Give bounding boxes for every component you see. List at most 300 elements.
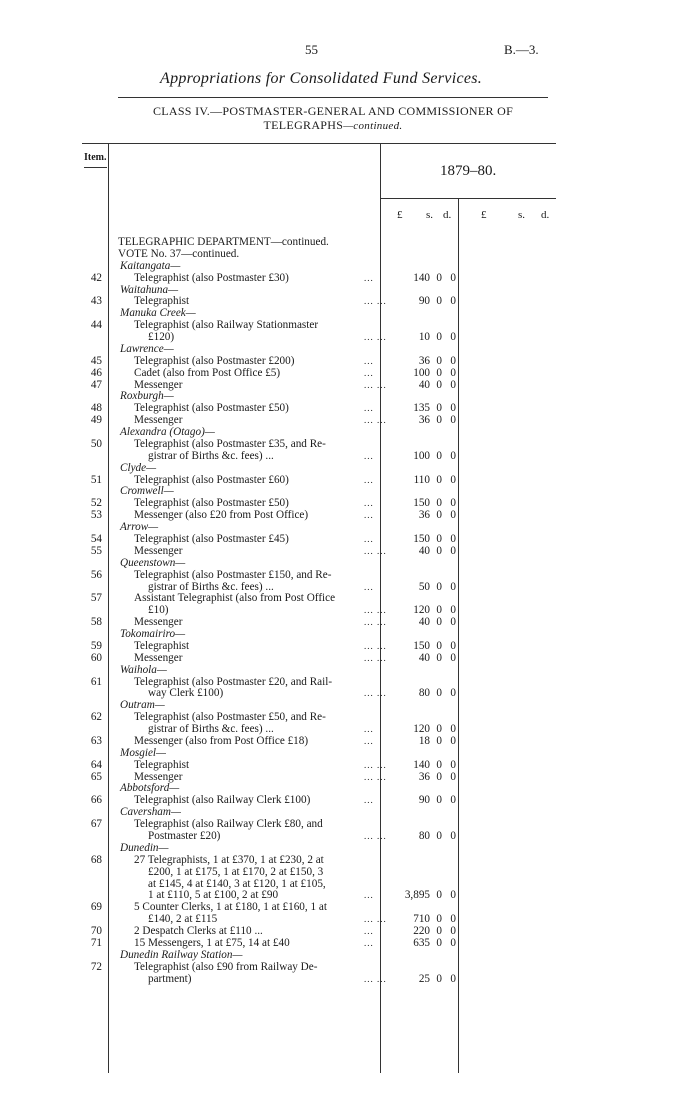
row-description: Cadet (also from Post Office £5) xyxy=(134,366,281,379)
row-description: Arrow— xyxy=(120,521,159,534)
table-row xyxy=(0,402,700,414)
table-row xyxy=(0,901,700,913)
leader-dots: ... xyxy=(364,367,374,378)
amount-pence: 0 xyxy=(450,544,456,557)
row-description: Telegraphist (also Postmaster £200) xyxy=(134,354,295,367)
item-number: 63 xyxy=(90,734,102,747)
table-row xyxy=(0,889,700,901)
amount-shillings: 0 xyxy=(436,449,442,462)
leader-dots: ... xyxy=(364,937,374,948)
item-number: 60 xyxy=(90,651,102,664)
amount-pence: 0 xyxy=(450,770,456,783)
amount-pounds: 135 xyxy=(413,402,430,415)
row-description: Telegraphist (also Postmaster £50) xyxy=(134,402,289,415)
item-number: 70 xyxy=(90,925,102,938)
pence-heading-2: d. xyxy=(541,209,550,221)
item-number: 55 xyxy=(90,544,102,557)
amount-pounds: 90 xyxy=(418,794,430,807)
item-number: 64 xyxy=(90,758,102,771)
amount-pence: 0 xyxy=(450,378,456,391)
leader-dots: ... xyxy=(364,498,374,509)
table-row xyxy=(0,604,700,616)
row-description: VOTE No. 37—continued. xyxy=(118,247,240,260)
amount-pence: 0 xyxy=(450,509,456,522)
row-description: at £145, 4 at £140, 3 at £120, 1 at £105, xyxy=(148,877,326,890)
table-row xyxy=(0,652,700,664)
leader-dots: ... ... xyxy=(364,332,387,343)
header-rule xyxy=(118,97,548,98)
item-number: 56 xyxy=(90,568,102,581)
row-description: Outram— xyxy=(120,699,165,712)
row-description: Messenger (also from Post Office £18) xyxy=(134,734,309,747)
amount-pounds: 150 xyxy=(413,533,430,545)
page-number: 55 xyxy=(305,42,318,57)
item-number: 57 xyxy=(90,592,102,605)
leader-dots: ... ... xyxy=(364,617,387,628)
amount-pence: 0 xyxy=(450,604,456,617)
amount-pounds: 120 xyxy=(413,723,430,736)
leader-dots: ... ... xyxy=(364,973,387,984)
row-description: £120) xyxy=(148,331,175,344)
leader-dots: ... xyxy=(364,795,374,806)
amount-pounds: 140 xyxy=(413,271,430,284)
amount-shillings: 0 xyxy=(436,830,442,842)
row-description: Telegraphist (also Postmaster £35, and Re- xyxy=(134,437,326,450)
item-number: 53 xyxy=(90,509,102,522)
table-row xyxy=(0,497,700,509)
table-row xyxy=(0,759,700,771)
item-number: 68 xyxy=(90,853,102,866)
amount-pence: 0 xyxy=(450,497,456,510)
item-number: 47 xyxy=(90,378,102,391)
item-number: 72 xyxy=(90,960,102,973)
table-row xyxy=(0,723,700,735)
row-description: Telegraphist (also Railway Clerk £80, and xyxy=(134,818,323,831)
table-row xyxy=(0,854,700,866)
amount-pence: 0 xyxy=(450,402,456,415)
row-description: Clyde— xyxy=(120,461,157,474)
amount-pounds: 25 xyxy=(418,972,430,985)
amount-shillings: 0 xyxy=(436,295,442,308)
row-description: Telegraphist (also Postmaster £20, and Rail- xyxy=(134,675,333,688)
amount-pence: 0 xyxy=(450,354,456,367)
amount-shillings: 0 xyxy=(436,331,442,344)
table-row xyxy=(0,557,700,569)
row-description: Dunedin Railway Station— xyxy=(120,948,243,961)
leader-dots: ... ... xyxy=(364,605,387,616)
row-description: Manuka Creek— xyxy=(120,307,196,320)
item-number: 66 xyxy=(90,794,102,807)
leader-dots: ... ... xyxy=(364,914,387,925)
row-description: Mosgiel— xyxy=(120,746,166,759)
amount-shillings: 0 xyxy=(436,616,442,629)
leader-dots: ... xyxy=(364,735,374,746)
row-description: 2 Despatch Clerks at £110 ... xyxy=(134,925,263,938)
table-row xyxy=(0,236,700,248)
amount-pounds: 18 xyxy=(418,734,430,747)
table-row xyxy=(0,390,700,402)
amount-shillings: 0 xyxy=(436,604,442,617)
amount-pence: 0 xyxy=(450,913,456,926)
amount-shillings: 0 xyxy=(436,651,442,664)
amount-shillings: 0 xyxy=(436,936,442,949)
table-row xyxy=(0,925,700,937)
table-row xyxy=(0,878,700,890)
row-description: Telegraphist (also Postmaster £50, and Re- xyxy=(134,711,326,724)
amount-shillings: 0 xyxy=(436,354,442,367)
row-description: Telegraphist xyxy=(134,639,190,652)
class-title-line1: CLASS IV.—POSTMASTER-GENERAL AND COMMISSIONER OF xyxy=(152,104,514,118)
amount-shillings: 0 xyxy=(436,378,442,391)
amount-pounds: 40 xyxy=(418,616,430,629)
amount-pounds: 36 xyxy=(418,354,430,367)
row-description: Messenger xyxy=(134,378,183,391)
amount-shillings: 0 xyxy=(436,533,442,545)
amount-shillings: 0 xyxy=(436,639,442,652)
leader-dots: ... xyxy=(364,272,374,283)
table-row xyxy=(0,485,700,497)
leader-dots: ... xyxy=(364,534,374,544)
row-description: Caversham— xyxy=(120,806,181,819)
amount-pounds: 100 xyxy=(413,449,430,462)
table-row xyxy=(0,545,700,557)
amount-pounds: 40 xyxy=(418,544,430,557)
row-description: 1 at £110, 5 at £100, 2 at £90 xyxy=(148,889,279,902)
amount-pence: 0 xyxy=(450,271,456,284)
amount-pounds: 150 xyxy=(413,639,430,652)
row-description: TELEGRAPHIC DEPARTMENT—continued. xyxy=(118,236,329,248)
amount-shillings: 0 xyxy=(436,509,442,522)
leader-dots: ... ... xyxy=(364,415,387,426)
table-row xyxy=(0,307,700,319)
table-row xyxy=(0,616,700,628)
table-row xyxy=(0,771,700,783)
row-description: Alexandra (Otago)— xyxy=(120,426,215,439)
amount-shillings: 0 xyxy=(436,972,442,985)
row-description: gistrar of Births &c. fees) ... xyxy=(148,449,274,462)
row-description: way Clerk £100) xyxy=(148,687,224,700)
amount-shillings: 0 xyxy=(436,889,442,902)
amount-shillings: 0 xyxy=(436,687,442,700)
table-row xyxy=(0,592,700,604)
item-column-heading: Item. xyxy=(84,152,107,163)
amount-shillings: 0 xyxy=(436,271,442,284)
amount-pounds: 635 xyxy=(413,936,430,949)
amount-shillings: 0 xyxy=(436,580,442,593)
table-row xyxy=(0,248,700,260)
leader-dots: ... ... xyxy=(364,688,387,699)
row-description: Telegraphist (also Postmaster £45) xyxy=(134,533,289,545)
table-row xyxy=(0,628,700,640)
amount-shillings: 0 xyxy=(436,794,442,807)
amount-pounds: 36 xyxy=(418,414,430,427)
table-row xyxy=(0,426,700,438)
table-row xyxy=(0,818,700,830)
row-description: Queenstown— xyxy=(120,556,186,569)
class-title-line2 xyxy=(118,118,548,133)
table-row xyxy=(0,260,700,272)
row-description: Kaitangata— xyxy=(120,259,181,272)
table-row xyxy=(0,272,700,284)
amount-pounds: 36 xyxy=(418,509,430,522)
row-description: Messenger xyxy=(134,651,183,664)
amount-pounds: 80 xyxy=(418,830,430,842)
pence-heading: d. xyxy=(443,209,452,221)
amount-pence: 0 xyxy=(450,651,456,664)
leader-dots: ... xyxy=(364,474,374,485)
item-number: 48 xyxy=(90,402,102,415)
table-top-rule xyxy=(82,143,556,144)
item-number: 52 xyxy=(90,497,102,510)
year-heading: 1879–80. xyxy=(440,163,497,179)
row-description: Messenger xyxy=(134,414,183,427)
amount-shillings: 0 xyxy=(436,734,442,747)
pounds-heading: £ xyxy=(397,209,403,221)
row-description: Assistant Telegraphist (also from Post Office xyxy=(134,592,336,605)
row-description: Waihola— xyxy=(120,663,167,676)
pounds-heading-2: £ xyxy=(481,209,487,221)
row-description: Messenger xyxy=(134,770,183,783)
amount-pounds: 40 xyxy=(418,378,430,391)
table-row xyxy=(0,806,700,818)
class-title-continued: —continued. xyxy=(343,120,403,132)
table-row xyxy=(0,842,700,854)
amount-shillings: 0 xyxy=(436,723,442,736)
item-number: 61 xyxy=(90,675,102,688)
amount-shillings: 0 xyxy=(436,366,442,379)
table-row xyxy=(0,961,700,973)
amount-pounds: 50 xyxy=(418,580,430,593)
row-description: 27 Telegraphists, 1 at £370, 1 at £230, 2 at xyxy=(134,853,324,866)
row-description: Messenger xyxy=(134,544,183,557)
table-row xyxy=(0,343,700,355)
table-row xyxy=(0,509,700,521)
item-number: 65 xyxy=(90,770,102,783)
table-row xyxy=(0,521,700,533)
amount-pence: 0 xyxy=(450,889,456,902)
shillings-heading-2: s. xyxy=(518,209,526,221)
table-row xyxy=(0,866,700,878)
table-row xyxy=(0,284,700,296)
row-description: Lawrence— xyxy=(120,342,174,355)
row-description: Messenger (also £20 from Post Office) xyxy=(134,509,309,522)
table-row xyxy=(0,295,700,307)
leader-dots: ... xyxy=(364,403,374,414)
table-row xyxy=(0,462,700,474)
table-row xyxy=(0,450,700,462)
leader-dots: ... ... xyxy=(364,545,387,556)
table-row xyxy=(0,664,700,676)
class-title-text: TELEGRAPHS xyxy=(263,118,344,132)
amount-pence: 0 xyxy=(450,639,456,652)
amount-pounds: 120 xyxy=(413,604,430,617)
leader-dots: ... xyxy=(364,450,374,461)
table-row xyxy=(0,414,700,426)
row-description: Telegraphist (also £90 from Railway De- xyxy=(134,960,318,973)
row-description: gistrar of Births &c. fees) ... xyxy=(148,723,274,736)
amount-pounds: 90 xyxy=(418,295,430,308)
amount-pounds: 40 xyxy=(418,651,430,664)
leader-dots: ... xyxy=(364,926,374,937)
amount-shillings: 0 xyxy=(436,758,442,771)
table-row xyxy=(0,474,700,486)
item-number: 42 xyxy=(90,271,102,284)
table-row xyxy=(0,949,700,961)
table-row xyxy=(0,711,700,723)
row-description: gistrar of Births &c. fees) ... xyxy=(148,580,274,593)
row-description: Tokomairiro— xyxy=(120,628,186,641)
amount-shillings: 0 xyxy=(436,473,442,486)
item-number: 58 xyxy=(90,616,102,629)
amount-pence: 0 xyxy=(450,972,456,985)
amount-pence: 0 xyxy=(450,758,456,771)
row-description: Telegraphist (also Postmaster £50) xyxy=(134,497,289,510)
amount-shillings: 0 xyxy=(436,925,442,938)
leader-dots: ... ... xyxy=(364,771,387,782)
amount-shillings: 0 xyxy=(436,913,442,926)
table-row xyxy=(0,379,700,391)
table-row xyxy=(0,676,700,688)
table-row xyxy=(0,937,700,949)
amount-pence: 0 xyxy=(450,533,456,545)
table-row xyxy=(0,687,700,699)
row-description: Telegraphist (also Postmaster £150, and Re- xyxy=(134,568,332,581)
row-description: Telegraphist (also Postmaster £60) xyxy=(134,473,289,486)
table-row xyxy=(0,699,700,711)
leader-dots: ... xyxy=(364,581,374,592)
row-description: Telegraphist xyxy=(134,295,190,308)
row-description: Dunedin— xyxy=(120,841,169,854)
item-number: 69 xyxy=(90,901,102,914)
row-description: partment) xyxy=(148,972,192,985)
table-row xyxy=(0,438,700,450)
row-description: Telegraphist (also Postmaster £30) xyxy=(134,271,289,284)
leader-dots: ... xyxy=(364,724,374,735)
row-description: Telegraphist (also Railway Stationmaster xyxy=(134,319,319,332)
item-number: 50 xyxy=(90,437,102,450)
table-row xyxy=(0,735,700,747)
table-row xyxy=(0,367,700,379)
amount-pounds: 710 xyxy=(413,913,430,926)
row-description: Messenger xyxy=(134,616,183,629)
table-row xyxy=(0,794,700,806)
year-underline xyxy=(380,198,556,199)
item-number: 59 xyxy=(90,639,102,652)
table-row xyxy=(0,319,700,331)
table-row xyxy=(0,355,700,367)
amount-shillings: 0 xyxy=(436,770,442,783)
leader-dots: ... ... xyxy=(364,296,387,307)
item-number: 49 xyxy=(90,414,102,427)
amount-pence: 0 xyxy=(450,366,456,379)
running-title: Appropriations for Consolidated Fund Services. xyxy=(160,70,483,87)
amount-shillings: 0 xyxy=(436,414,442,427)
amount-pounds: 10 xyxy=(418,331,430,344)
amount-shillings: 0 xyxy=(436,402,442,415)
item-number: 51 xyxy=(90,473,102,486)
item-number: 67 xyxy=(90,818,102,831)
leader-dots: ... ... xyxy=(364,759,387,770)
item-number: 44 xyxy=(90,319,102,332)
row-description: £200, 1 at £175, 1 at £170, 2 at £150, 3 xyxy=(148,865,324,878)
amount-pence: 0 xyxy=(450,449,456,462)
leader-dots: ... xyxy=(364,355,374,366)
document-reference: B.—3. xyxy=(504,42,539,57)
row-description: £140, 2 at £115 xyxy=(148,913,218,926)
amount-pence: 0 xyxy=(450,734,456,747)
item-number: 43 xyxy=(90,295,102,308)
item-number: 45 xyxy=(90,354,102,367)
table-row xyxy=(0,747,700,759)
amount-pence: 0 xyxy=(450,936,456,949)
table-row xyxy=(0,782,700,794)
row-description: Abbotsford— xyxy=(120,782,180,795)
amount-pounds: 100 xyxy=(413,366,430,379)
row-description: Roxburgh— xyxy=(120,390,174,403)
leader-dots: ... ... xyxy=(364,640,387,651)
leader-dots: ... xyxy=(364,510,374,521)
amount-pence: 0 xyxy=(450,331,456,344)
leader-dots: ... ... xyxy=(364,831,387,841)
amount-pence: 0 xyxy=(450,414,456,427)
amount-pence: 0 xyxy=(450,794,456,807)
leader-dots: ... ... xyxy=(364,652,387,663)
row-description: £10) xyxy=(148,604,169,617)
item-number: 46 xyxy=(90,366,102,379)
item-number: 71 xyxy=(90,936,102,949)
table-row xyxy=(0,331,700,343)
table-row xyxy=(0,533,700,545)
amount-pounds: 36 xyxy=(418,770,430,783)
amount-pounds: 140 xyxy=(413,758,430,771)
row-description: Telegraphist (also Railway Clerk £100) xyxy=(134,794,311,807)
row-description: Cromwell— xyxy=(120,485,174,498)
row-description: Waitahuna— xyxy=(120,283,179,296)
leader-dots: ... ... xyxy=(364,379,387,390)
leader-dots: ... xyxy=(364,890,374,901)
table-row xyxy=(0,973,700,985)
amount-pence: 0 xyxy=(450,580,456,593)
table-row xyxy=(0,581,700,593)
amount-pounds: 110 xyxy=(413,473,430,486)
amount-pounds: 80 xyxy=(418,687,430,700)
amount-pounds: 150 xyxy=(413,497,430,510)
amount-shillings: 0 xyxy=(436,544,442,557)
amount-pounds: 3,895 xyxy=(404,889,430,902)
amount-pence: 0 xyxy=(450,687,456,700)
table-row xyxy=(0,913,700,925)
amount-pence: 0 xyxy=(450,473,456,486)
table-row xyxy=(0,830,700,842)
amount-pence: 0 xyxy=(450,616,456,629)
item-heading-underline xyxy=(84,167,107,168)
amount-pence: 0 xyxy=(450,295,456,308)
amount-shillings: 0 xyxy=(436,497,442,510)
amount-pence: 0 xyxy=(450,723,456,736)
shillings-heading: s. xyxy=(426,209,434,221)
table-row xyxy=(0,569,700,581)
row-description: 5 Counter Clerks, 1 at £180, 1 at £160, 1 at xyxy=(134,901,327,914)
row-description: Telegraphist xyxy=(134,758,190,771)
item-number: 62 xyxy=(90,711,102,724)
table-row xyxy=(0,640,700,652)
item-number: 54 xyxy=(90,533,102,545)
row-description: Postmaster £20) xyxy=(148,830,221,842)
amount-pounds: 220 xyxy=(413,925,430,938)
amount-pence: 0 xyxy=(450,925,456,938)
row-description: 15 Messengers, 1 at £75, 14 at £40 xyxy=(134,936,290,949)
amount-pence: 0 xyxy=(450,830,456,842)
